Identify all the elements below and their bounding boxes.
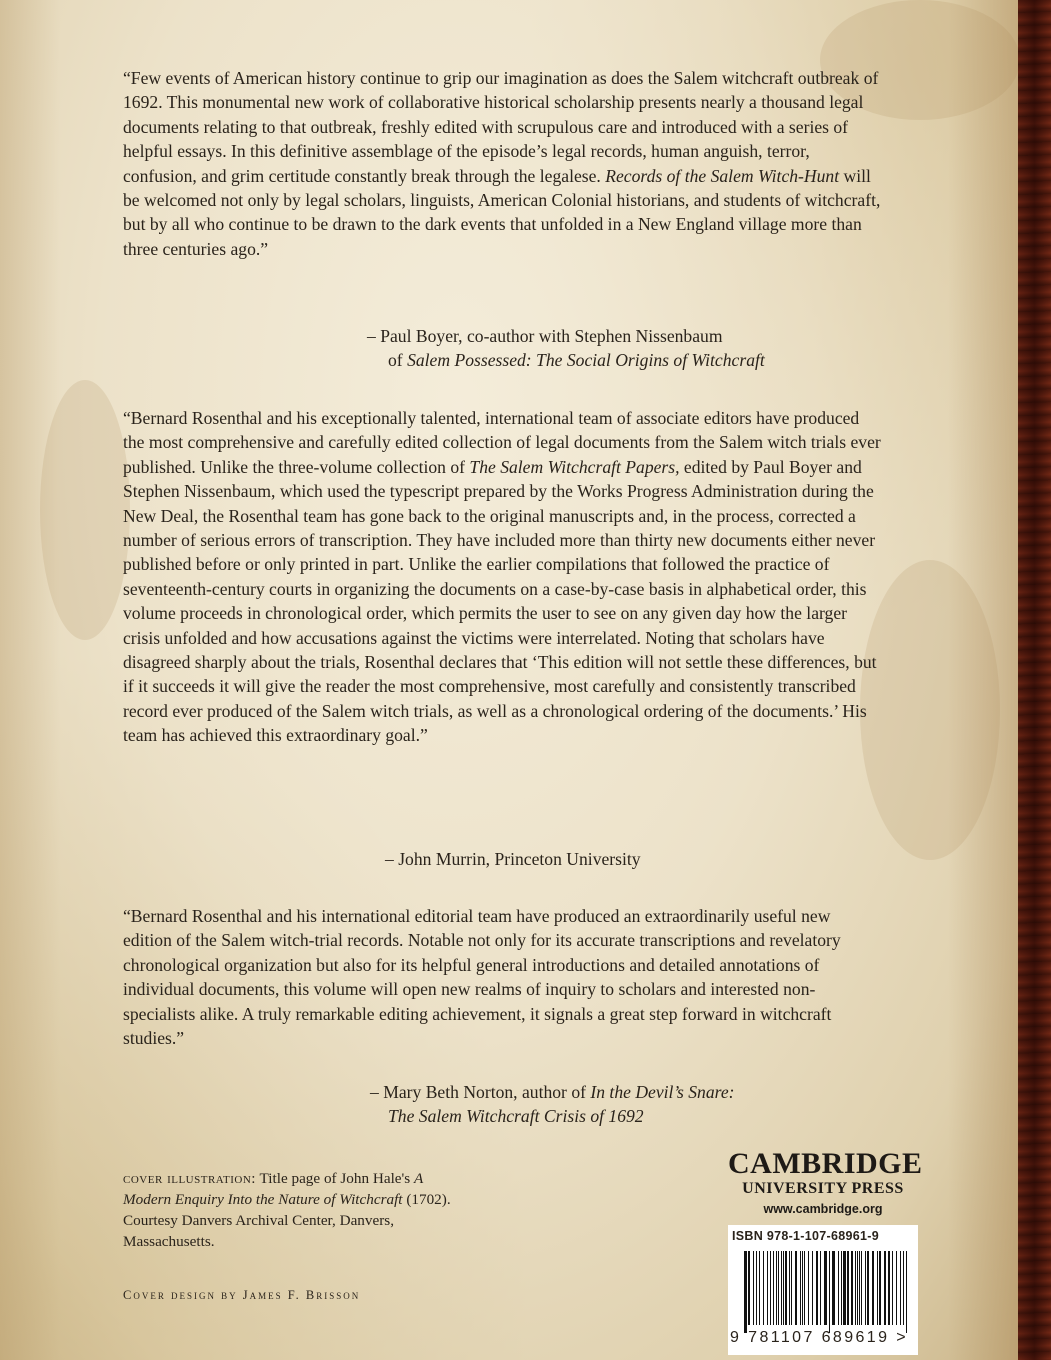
- paper-stain: [40, 380, 130, 640]
- book-title: In the Devil’s Snare:: [590, 1082, 735, 1102]
- book-title: The Salem Witchcraft Crisis of 1692: [388, 1106, 644, 1126]
- barcode-bar: [879, 1251, 881, 1325]
- book-title: Records of the Salem Witch-Hunt: [605, 165, 840, 186]
- publisher-name: CAMBRIDGE: [728, 1147, 923, 1180]
- barcode-bar: [906, 1251, 907, 1333]
- blurb-norton: [123, 904, 883, 1050]
- barcode-bar: [753, 1251, 754, 1325]
- barcode-bar: [770, 1251, 771, 1325]
- barcode-bar: [867, 1251, 869, 1325]
- barcode-bar: [824, 1251, 827, 1325]
- barcode-bar: [861, 1251, 862, 1325]
- book-title: Salem Possessed: The Social Origins of Witchcraft: [407, 350, 765, 370]
- barcode-bar: [773, 1251, 774, 1325]
- barcode-bar: [892, 1251, 893, 1325]
- barcode-bar: [877, 1251, 878, 1325]
- barcode-bar: [851, 1251, 853, 1325]
- barcode-bar: [791, 1251, 792, 1325]
- barcode-bar: [900, 1251, 901, 1325]
- barcode-bar: [903, 1251, 904, 1325]
- blurb-text: “Few events of American history continue to grip our imagination as does the Salem witchcraft outbreak of 1692. This monumental new work of collaborative historical scholarship presents nearly a thousand legal documents relating to that outbreak, freshly edited with scrupulous care and introduced with a series of helpful essays. In this definitive assemblage of the episode’s legal records, human anguish, terror, confusion, and grim certitude constantly break through the legalese.: [123, 68, 879, 186]
- barcode-bar: [855, 1251, 856, 1325]
- barcode-bar: [804, 1251, 805, 1325]
- barcode-bar: [888, 1251, 890, 1325]
- attribution-boyer-line1: – Paul Boyer, co-author with Stephen Nissenbaum: [367, 326, 723, 346]
- barcode-bar: [744, 1251, 747, 1333]
- barcode-bar: [756, 1251, 757, 1325]
- publisher-url: www.cambridge.org: [763, 1202, 883, 1216]
- attribution-murrin: – John Murrin, Princeton University: [385, 849, 641, 869]
- barcode-bar: [783, 1251, 784, 1325]
- barcode-bar: [759, 1251, 760, 1325]
- barcode-bar: [778, 1251, 779, 1325]
- barcode-bar: [896, 1251, 897, 1325]
- barcode-bar: [767, 1251, 768, 1325]
- barcode-bar: [785, 1251, 787, 1325]
- barcode-bar: [795, 1251, 797, 1325]
- barcode-bar: [841, 1251, 842, 1325]
- barcode-digits: 9 781107 689619 >: [730, 1329, 908, 1346]
- barcode-bar: [857, 1251, 858, 1325]
- barcode-bar: [865, 1251, 866, 1325]
- publisher-logo: [728, 1147, 923, 1218]
- attribution-norton-line2: [388, 1104, 644, 1128]
- barcode-bar: [843, 1251, 846, 1325]
- barcode-bar: [789, 1251, 790, 1325]
- barcode-bar: [872, 1251, 874, 1325]
- barcode-bar: [800, 1251, 801, 1325]
- credit-label: cover illustration:: [123, 1170, 257, 1187]
- blurb-text: “Bernard Rosenthal and his exceptionally talented, international team of associate editors have produced the most comprehensive and carefully edited collection of legal documents from the Salem witch trials ever published. Unlike the three-volume collection of: [123, 408, 881, 477]
- barcode-bar: [808, 1251, 809, 1325]
- blurb-murrin: [123, 406, 883, 748]
- book-title: A Modern Enquiry Into the Nature of Witchcraft: [123, 1170, 424, 1208]
- isbn-barcode: [728, 1225, 918, 1355]
- book-spine-edge: [1018, 0, 1051, 1360]
- book-title: The Salem Witchcraft Papers,: [469, 456, 680, 477]
- barcode-bar: [859, 1251, 860, 1325]
- barcode-bar: [816, 1251, 818, 1325]
- barcode-bar: [832, 1251, 835, 1325]
- barcode-bar: [781, 1251, 782, 1325]
- barcode-bar: [838, 1251, 839, 1325]
- blurb-text: “Bernard Rosenthal and his international editorial team have produced an extraordinarily useful new edition of the Salem witch-trial records. Notable not only for its accurate transcriptions and revelatory chronological organization but also for its helpful general introductions and detailed annotations of individual documents, this volume will open new realms of inquiry to scholars and interested non-specialists alike. A truly remarkable editing achievement, it signals a great step forward in witchcraft studies.”: [123, 906, 841, 1049]
- isbn-label: ISBN 978-1-107-68961-9: [732, 1229, 879, 1243]
- blurb-text: edited by Paul Boyer and Stephen Nissenbaum, which used the typescript prepared by the Works Progress Administration during the New Deal, the Rosenthal team has gone back to the original manuscripts and, in the process, corrected a number of serious errors of transcription. They have included more than thirty new documents either never published before or only printed in part. Unlike the earlier compilations that followed the practice of seventeenth-century courts in organizing the documents on a case-by-case basis in alphabetical order, this volume proceeds in chronological order, which permits the user to see on any given day how the larger crisis unfolded and how accusations against the victims were interrelated. Noting that scholars have disagreed sharply about the trials, Rosenthal declares that ‘This edition will not settle these differences, but if it succeeds it will give the reader the most comprehensive, most carefully and consistently transcribed record ever produced of the Salem witch trials, as well as a chronological ordering of the documents.’ His team has achieved this extraordinary goal.”: [123, 456, 877, 746]
- barcode-bar: [802, 1251, 803, 1325]
- blurb-boyer: [123, 66, 883, 261]
- barcode-bar: [829, 1251, 830, 1333]
- barcode-bar: [847, 1251, 849, 1325]
- blurb-text: will be welcomed not only by legal scholars, linguists, American Colonial historians, and students of witchcraft, but by all who continue to be drawn to the dark events that unfolded in a New England village more than three centuries ago.”: [123, 165, 881, 259]
- barcode-bar: [812, 1251, 813, 1325]
- barcode-bar: [748, 1251, 750, 1325]
- barcode-bar: [776, 1251, 777, 1325]
- barcode-bar: [820, 1251, 821, 1325]
- attribution-boyer-line2: of Salem Possessed: The Social Origins of Witchcraft: [388, 350, 765, 370]
- cover-design-credit: Cover design by James F. Brisson: [123, 1288, 361, 1302]
- publisher-subtitle: UNIVERSITY PRESS: [742, 1180, 904, 1197]
- cover-illustration-credit: cover illustration: Title page of John Hale's A Modern Enquiry Into the Nature of Witchcraft (1702). Courtesy Danvers Archival Center, Danvers, Massachusetts.: [123, 1170, 451, 1250]
- attribution-norton-line1: – Mary Beth Norton, author of In the Devil’s Snare:: [370, 1082, 735, 1102]
- barcode-bar: [884, 1251, 886, 1325]
- barcode-bar: [763, 1251, 764, 1325]
- barcode-bars: [742, 1251, 912, 1333]
